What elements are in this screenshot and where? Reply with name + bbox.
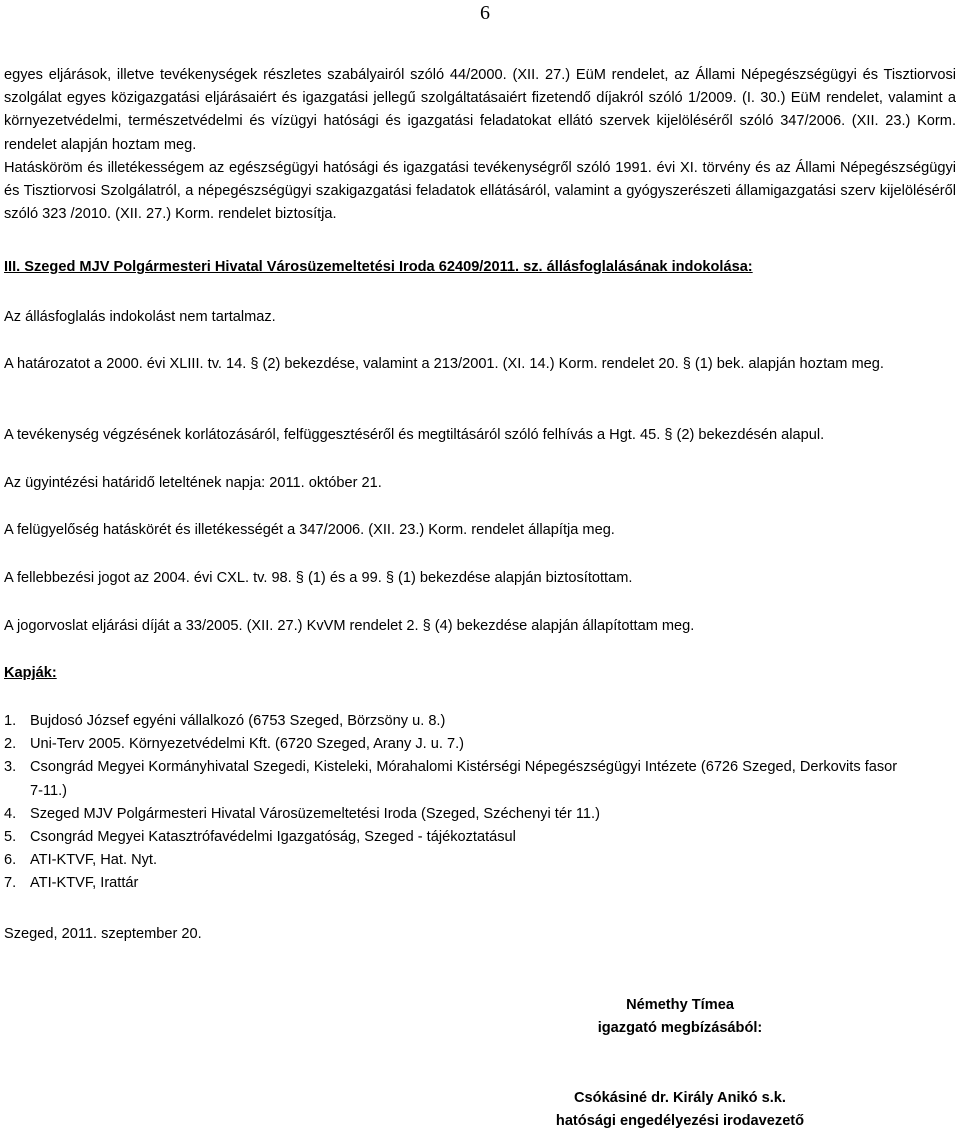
date-line: Szeged, 2011. szeptember 20.	[4, 926, 202, 942]
section-heading: III. Szeged MJV Polgármesteri Hivatal Városüzemeltetési Iroda 62409/2011. sz. állásfoglalásának indokolása:	[4, 259, 753, 275]
statement: Az állásfoglalás indokolást nem tartalmaz.	[4, 309, 276, 325]
signatory-name: Csókásiné dr. Király Anikó s.k.	[574, 1090, 786, 1106]
signatory-title: igazgató megbízásából:	[597, 1020, 763, 1036]
list-item: 7. ATI-KTVF, Irattár	[4, 875, 139, 892]
signatory-name: Némethy Tímea	[626, 997, 734, 1013]
list-item: 1. Bujdosó József egyéni vállalkozó (6753 Szeged, Börzsöny u. 8.)	[4, 713, 446, 729]
list-item: 3. Csongrád Megyei Kormányhivatal Szegedi, Kisteleki, Mórahalomi Kistérségi Népegészségügyi Intézete (6726 Szeged, Derkovits fasor 7-11.)	[4, 759, 898, 799]
page-number: 6	[480, 2, 490, 24]
statement: Az ügyintézési határidő leteltének napja: 2011. október 21.	[4, 475, 382, 491]
statement: A felügyelőség hatáskörét és illetékességét a 347/2006. (XII. 23.) Korm. rendelet állapítja meg.	[4, 522, 615, 538]
statement: A fellebbezési jogot az 2004. évi CXL. tv. 98. § (1) és a 99. § (1) bekezdése alapján biztosítottam.	[4, 570, 633, 586]
statement: A tevékenység végzésének korlátozásáról, felfüggesztéséről és megtiltásáról szóló felhívás a Hgt. 45. § (2) bekezdésén alapul.	[4, 427, 825, 443]
recipients-label: Kapják:	[4, 665, 57, 681]
signature-block	[560, 994, 800, 1040]
list-item: 2. Uni-Terv 2005. Környezetvédelmi Kft. (6720 Szeged, Arany J. u. 7.)	[4, 736, 464, 753]
signatory-title: hatósági engedélyezési irodavezető	[555, 1113, 805, 1129]
signature-block	[520, 1087, 840, 1133]
list-item: 4. Szeged MJV Polgármesteri Hivatal Városüzemeltetési Iroda (Szeged, Széchenyi tér 11.)	[4, 805, 600, 822]
statement: A jogorvoslat eljárási díját a 33/2005. (XII. 27.) KvVM rendelet 2. § (4) bekezdése alapján állapítottam meg.	[4, 618, 695, 634]
intro-paragraph: Hatásköröm és illetékességem az egészségügyi hatósági és igazgatási tevékenységről szóló 1991. évi XI. törvény és az Állami Népegészségügyi és Tisztiorvosi Szolgálatról, a népegészségügyi szakigazgatási feladatok ellátásáról, valamint a gyógyszerészeti államigazgatási szerv kijelöléséről szóló 323 /2010. (XII. 27.) Korm. rendelet biztosítja.	[4, 159, 956, 223]
intro-text	[4, 64, 956, 226]
intro-paragraph: egyes eljárások, illetve tevékenységek részletes szabályairól szóló 44/2000. (XII. 27.) EüM rendelet, az Állami Népegészségügyi és Tisztiorvosi szolgálat egyes közigazgatási eljárásaiért és igazgatási jellegű szolgáltatásaiért fizetendő díjakról szóló 1/2009. (I. 30.) EüM rendelet, valamint a környezetvédelmi, természetvédelmi és vízügyi hatósági és igazgatási feladatokat ellátó szervek kijelöléséről szóló 347/2006. (XII. 23.) Korm. rendelet alapján hoztam meg.	[4, 67, 956, 153]
list-item: 5. Csongrád Megyei Katasztrófavédelmi Igazgatóság, Szeged - tájékoztatásul	[4, 829, 516, 846]
statement: A határozatot a 2000. évi XLIII. tv. 14. § (2) bekezdése, valamint a 213/2001. (XI. 14.) Korm. rendelet 20. § (1) bek. alapján hoztam meg.	[4, 356, 884, 372]
recipients-list	[4, 710, 904, 896]
list-item: 6. ATI-KTVF, Hat. Nyt.	[4, 852, 158, 869]
